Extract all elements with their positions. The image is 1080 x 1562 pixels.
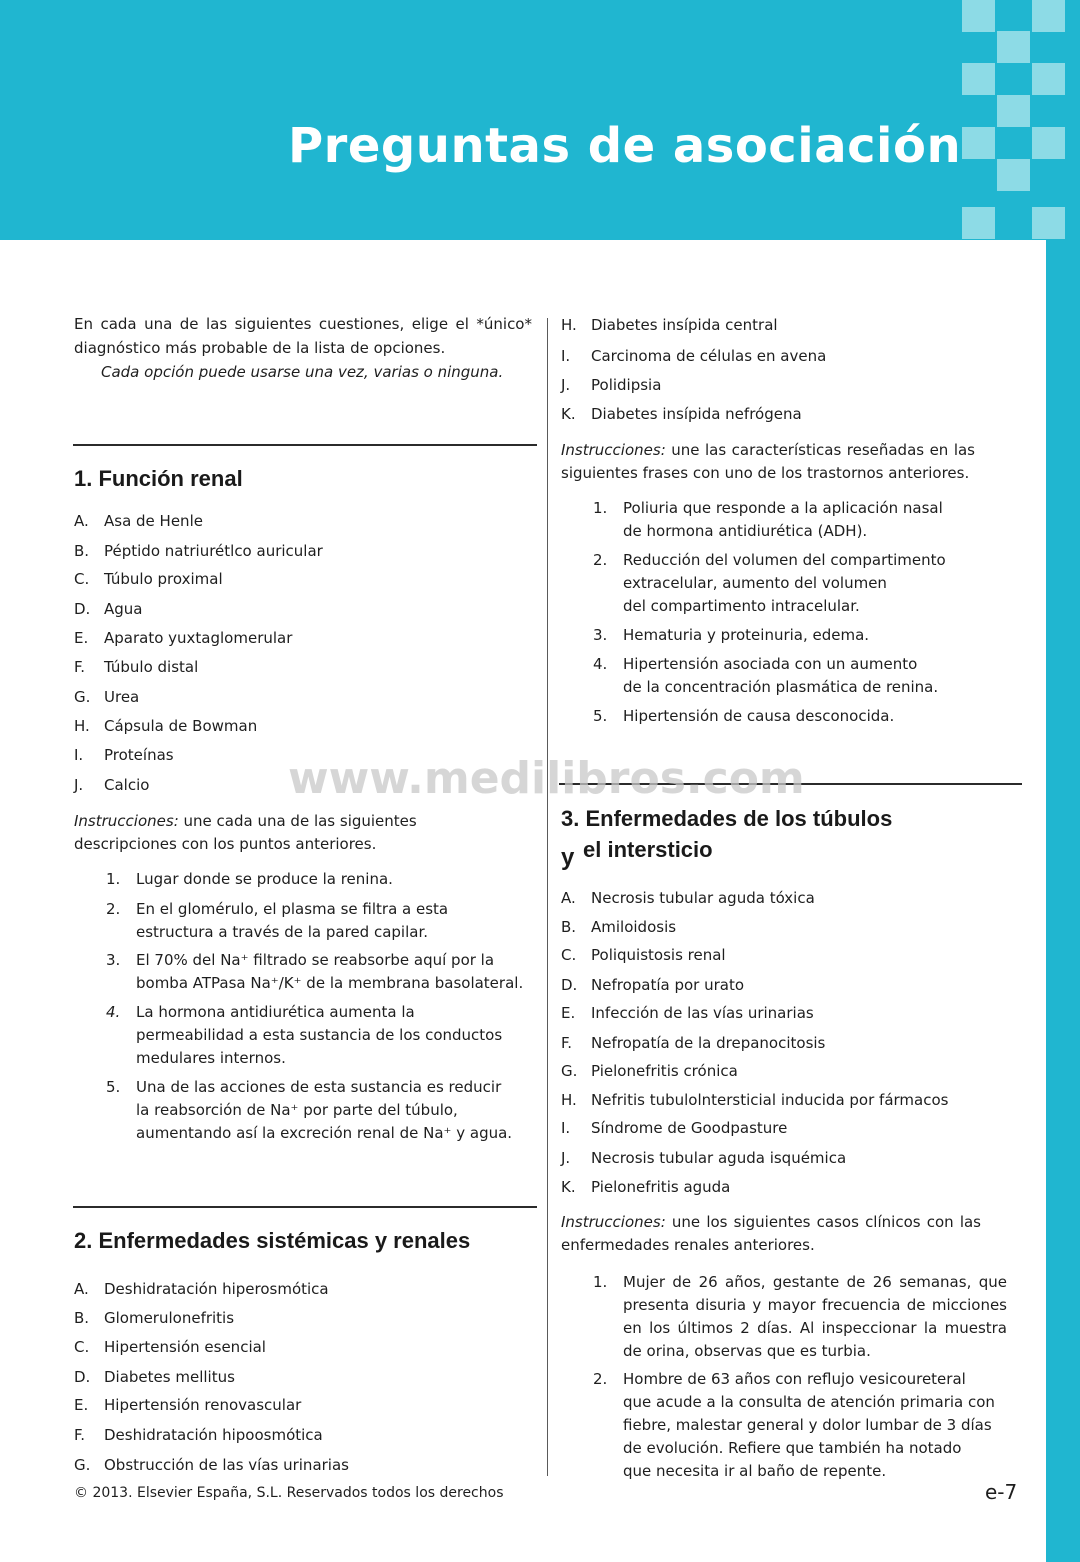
section-2-option: E. Hipertensión renovascular: [74, 1396, 302, 1414]
section-1-instructions-line-2: descripciones con los puntos anteriores.: [74, 835, 377, 853]
section-1-option: C. Túbulo proximal: [74, 570, 223, 588]
column-divider: [547, 318, 548, 1476]
section-1-option: B. Péptido natriurétlco auricular: [74, 542, 323, 560]
section-1-option: J. Calcio: [74, 776, 150, 794]
section-2-option: I. Carcinoma de células en avena: [561, 347, 827, 365]
section-3-option: F. Nefropatía de la drepanocitosis: [561, 1034, 826, 1052]
section-2-option: C. Hipertensión esencial: [74, 1338, 266, 1356]
section-2-option: B. Glomerulonefritis: [74, 1309, 235, 1327]
section-2-option: F. Deshidratación hipoosmótica: [74, 1426, 323, 1444]
section-2-option: K. Diabetes insípida nefrógena: [561, 405, 802, 423]
section-3-option: B. Amiloidosis: [561, 918, 677, 936]
section-3-instructions: Instrucciones: une los siguientes casos clínicos con las: [561, 1213, 981, 1231]
section-2-option: A. Deshidratación hiperosmótica: [74, 1280, 329, 1298]
section-2-option: H. Diabetes insípida central: [561, 316, 778, 334]
section-2-instructions: Instrucciones: une las características reseñadas en las: [561, 441, 975, 459]
section-3-option: D. Nefropatía por urato: [561, 976, 745, 994]
section-3-option: I. Síndrome de Goodpasture: [561, 1119, 788, 1137]
section-3-instructions-line-2: enfermedades renales anteriores.: [561, 1236, 815, 1254]
section-3-heading-line-2: el intersticio: [583, 837, 713, 862]
section-1-option: H. Cápsula de Bowman: [74, 717, 258, 735]
section-3-option: J. Necrosis tubular aguda isquémica: [561, 1149, 847, 1167]
watermark: www.medilibros.com: [288, 753, 805, 804]
section-3-heading: 3. Enfermedades de los túbulos: [561, 806, 893, 831]
section-2-option: J. Polidipsia: [561, 376, 662, 394]
page-number: e-7: [985, 1480, 1018, 1504]
section-1-option: E. Aparato yuxtaglomerular: [74, 629, 293, 647]
intro-line-2: diagnóstico más probable de la lista de opciones.: [74, 339, 446, 357]
section-1-heading: 1. Función renal: [74, 466, 243, 491]
section-1-option: I. Proteínas: [74, 746, 174, 764]
right-color-stripe: [1046, 240, 1080, 1562]
section-1-option: F. Túbulo distal: [74, 658, 199, 676]
section-1-instructions: Instrucciones: une cada una de las siguientes: [74, 812, 417, 830]
section-2-option: G. Obstrucción de las vías urinarias: [74, 1456, 349, 1474]
section-3-option: H. Nefritis tubulolntersticial inducida por fármacos: [561, 1091, 949, 1109]
section-2-rule: [73, 1206, 537, 1208]
checker-pattern: [962, 0, 1080, 240]
section-3-option: K. Pielonefritis aguda: [561, 1178, 731, 1196]
page-title: Preguntas de asociación: [288, 118, 962, 174]
section-3-option: C. Poliquistosis renal: [561, 946, 726, 964]
section-3-heading-y: y: [561, 844, 575, 871]
section-3-option: G. Pielonefritis crónica: [561, 1062, 738, 1080]
intro-line-1: En cada una de las siguientes cuestiones, elige el *único*: [74, 315, 532, 333]
section-1-option: D. Agua: [74, 600, 143, 618]
section-3-option: E. Infección de las vías urinarias: [561, 1004, 814, 1022]
section-1-option: A. Asa de Henle: [74, 512, 203, 530]
section-2-option: D. Diabetes mellitus: [74, 1368, 235, 1386]
footer-copyright: © 2013. Elsevier España, S.L. Reservados todos los derechos: [74, 1485, 504, 1501]
section-2-instructions-line-2: siguientes frases con uno de los trastornos anteriores.: [561, 464, 970, 482]
section-3-option: A. Necrosis tubular aguda tóxica: [561, 889, 815, 907]
intro-line-3: Cada opción puede usarse una vez, varias o ninguna.: [101, 363, 504, 381]
section-1-option: G. Urea: [74, 688, 140, 706]
section-1-rule: [73, 444, 537, 446]
section-2-heading: 2. Enfermedades sistémicas y renales: [74, 1228, 471, 1253]
